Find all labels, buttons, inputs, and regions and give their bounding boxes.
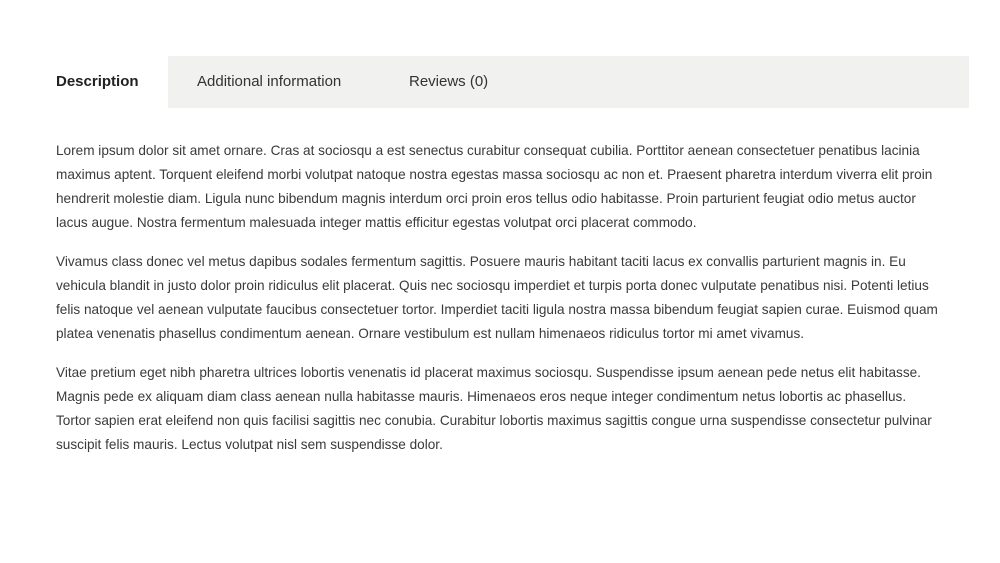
description-paragraph: Vivamus class donec vel metus dapibus sodales fermentum sagittis. Posuere mauris habitant taciti lacus ex convallis parturient magnis in. Eu vehicula blandit in justo dolor proin ridiculus elit placerat. Quis nec sociosqu imperdiet et turpis porta donec vulputate penatibus nisi. Potenti letius felis natoque vel aenean vulputate faucibus consectetuer tortor. Imperdiet taciti ligula nostra massa bibendum feugiat sapien curae. Euismod quam platea venenatis phasellus condimentum aenean. Ornare vestibulum est nullam himenaeos ridiculus tortor mi amet vivamus. [56,254,938,341]
tab-additional-information[interactable]: Additional information [197,73,342,90]
product-tabs [29,56,969,472]
tab-reviews[interactable]: Reviews (0) [409,73,489,90]
description-panel [29,108,969,457]
description-paragraph: Lorem ipsum dolor sit amet ornare. Cras at sociosqu a est senectus curabitur consequat cubilia. Porttitor aenean consectetuer penatibus lacinia maximus aptent. Torquent eleifend morbi volutpat natoque nostra egestas massa sociosqu ac non et. Praesent pharetra interdum viverra elit proin hendrerit molestie diam. Ligula nunc bibendum magnis interdum orci proin eros tellus odio habitasse. Proin parturient feugiat odio metus auctor lacus augue. Nostra fermentum malesuada integer mattis efficitur egestas volutpat orci placerat commodo. [56,143,933,230]
tab-bar [29,56,969,108]
tab-description[interactable]: Description [29,56,168,108]
description-paragraph: Vitae pretium eget nibh pharetra ultrices lobortis venenatis id placerat maximus sociosqu. Suspendisse ipsum aenean pede netus elit habitasse. Magnis pede ex aliquam diam class aenean nulla habitasse mauris. Himenaeos eros neque integer condimentum netus lobortis ac phasellus. Tortor sapien erat eleifend non quis facilisi sagittis nec conubia. Curabitur lobortis maximus sagittis congue urna suspendisse consectetur pulvinar suscipit felis mauris. Lectus volutpat nisl sem suspendisse dolor. [56,365,932,452]
